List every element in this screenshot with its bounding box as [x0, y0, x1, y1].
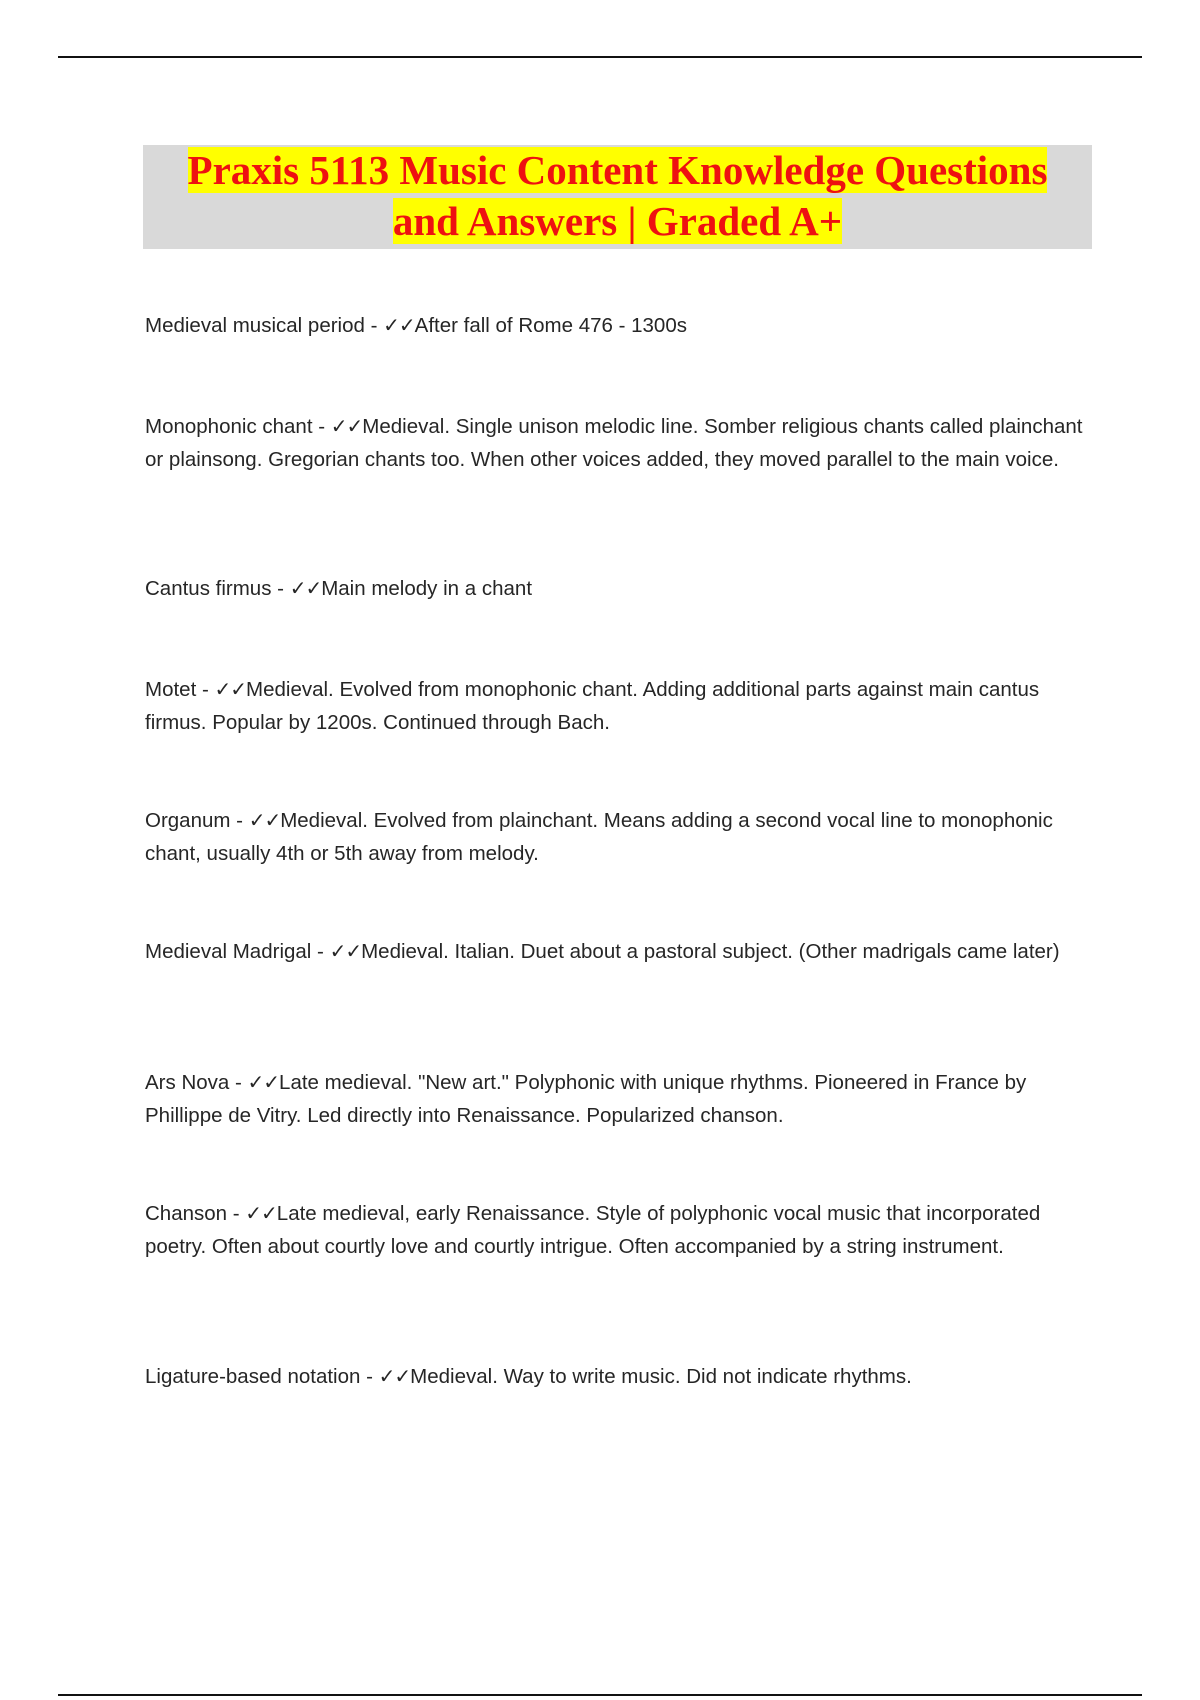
entry-definition: Medieval. Italian. Duet about a pastoral subject. (Other madrigals came later): [361, 940, 1060, 963]
double-check-icon: ✓✓: [247, 1070, 280, 1094]
entry-separator: -: [229, 1071, 248, 1094]
entry-definition: Medieval. Way to write music. Did not indicate rhythms.: [410, 1365, 912, 1388]
double-check-icon: ✓✓: [289, 576, 322, 600]
entry-definition: Medieval. Evolved from monophonic chant. Adding additional parts against main cantus firmus. Popular by 1200s. Continued through Bach.: [145, 678, 1040, 734]
qa-entry-medieval-musical-period: [145, 309, 1090, 343]
double-check-icon: ✓✓: [248, 808, 281, 832]
top-rule: [58, 56, 1142, 58]
entry-separator: -: [230, 809, 249, 832]
document-title: [143, 145, 1092, 249]
entry-term: Medieval musical period: [145, 314, 365, 337]
entry-term: Motet: [145, 678, 197, 701]
double-check-icon: ✓✓: [383, 313, 415, 337]
qa-entry-ars-nova: [145, 1066, 1090, 1132]
qa-entry-motet: [145, 673, 1090, 739]
title-line-2: and Answers | Graded A+: [392, 198, 843, 244]
entry-definition: After fall of Rome 476 - 1300s: [414, 314, 687, 337]
entry-separator: -: [227, 1202, 246, 1225]
entry-separator: -: [364, 314, 384, 337]
entry-separator: -: [312, 415, 331, 438]
entry-term: Chanson: [145, 1202, 228, 1225]
entry-definition: Late medieval. "New art." Polyphonic with unique rhythms. Pioneered in France by Phillippe de Vitry. Led directly into Renaissance. Popularized chanson.: [145, 1071, 1027, 1127]
double-check-icon: ✓✓: [330, 414, 363, 438]
double-check-icon: ✓✓: [378, 1364, 411, 1388]
qa-entry-cantus-firmus: [145, 572, 1090, 606]
entry-term: Cantus firmus: [145, 577, 272, 600]
qa-entry-ligature-based-notation: [145, 1360, 1090, 1394]
entry-definition: Main melody in a chant: [321, 577, 533, 600]
entry-separator: -: [271, 577, 290, 600]
double-check-icon: ✓✓: [245, 1201, 277, 1225]
qa-entry-chanson: [145, 1197, 1090, 1263]
entry-definition: Late medieval, early Renaissance. Style of polyphonic vocal music that incorporated poetry. Often about courtly love and courtly intrigue. Often accompanied by a string instrument.: [145, 1202, 1041, 1258]
qa-entry-medieval-madrigal: [145, 935, 1090, 969]
entry-term: Ligature-based notation: [145, 1365, 361, 1388]
entry-definition: Medieval. Evolved from plainchant. Means adding a second vocal line to monophonic chant, usually 4th or 5th away from melody.: [145, 809, 1053, 865]
bottom-rule: [58, 1694, 1142, 1696]
entry-term: Monophonic chant: [145, 415, 313, 438]
title-line-1: Praxis 5113 Music Content Knowledge Questions: [187, 147, 1048, 193]
double-check-icon: ✓✓: [214, 677, 247, 701]
entry-separator: -: [360, 1365, 379, 1388]
entry-term: Ars Nova: [145, 1071, 230, 1094]
qa-entry-monophonic-chant: [145, 410, 1090, 476]
entry-term: Medieval Madrigal: [145, 940, 312, 963]
entry-separator: -: [311, 940, 330, 963]
entry-separator: -: [196, 678, 215, 701]
entry-definition: Medieval. Single unison melodic line. Somber religious chants called plainchant or plainsong. Gregorian chants too. When other voices added, they moved parallel to the main voice.: [145, 415, 1083, 471]
entry-term: Organum: [145, 809, 231, 832]
double-check-icon: ✓✓: [329, 939, 362, 963]
qa-entry-organum: [145, 804, 1090, 870]
